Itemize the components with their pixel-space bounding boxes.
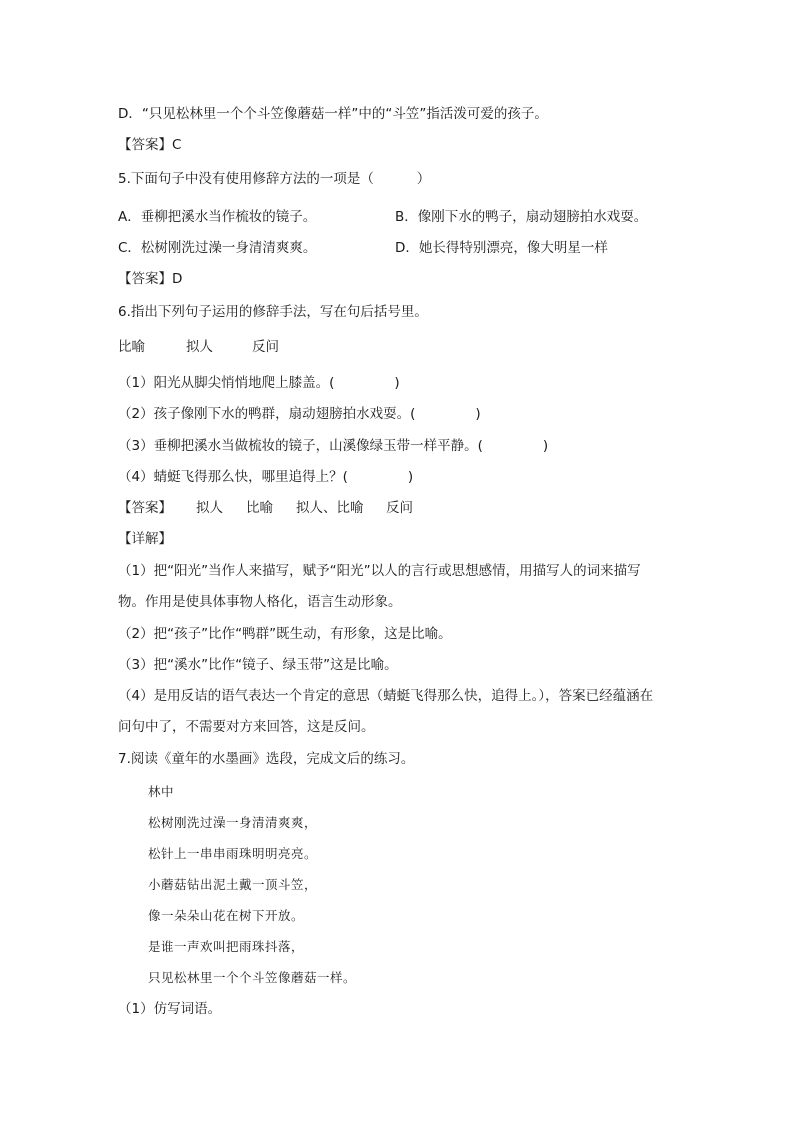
poem-line: 只见松林里一个个斗笠像蘑菇一样。 (148, 970, 357, 985)
q6-detail-line: （3）把“溪水”比作“镜子、绿玉带”这是比喻。 (118, 657, 398, 673)
poem-line: 松针上一串串雨珠明明亮亮。 (148, 846, 318, 861)
q6-item-4: （4）蜻蜓飞得那么快，哪里追得上？( ) (118, 469, 414, 485)
q5-option-c: C．松树刚洗过澡一身清清爽爽。 (118, 240, 317, 256)
q6-answer-label: 【答案】 (118, 500, 172, 516)
q6-answer-1: 拟人 (196, 500, 223, 516)
q6-stem: 6.指出下列句子运用的修辞手法，写在句后括号里。 (118, 304, 428, 320)
q5-option-a: A．垂柳把溪水当作梳妆的镜子。 (118, 209, 317, 225)
q6-answer-3: 拟人、比喻 (296, 500, 364, 516)
q6-detail-line: 物。作用是使具体事物人格化，语言生动形象。 (118, 594, 402, 610)
q6-detail-line: （1）把“阳光”当作人来描写，赋予“阳光”以人的言行或思想感情，用描写人的词来描写 (118, 563, 641, 579)
q6-answer-4: 反问 (386, 500, 413, 516)
q6-word-bank-1: 比喻 (118, 339, 145, 355)
poem-line: 像一朵朵山花在树下开放。 (148, 908, 305, 923)
q6-detail-line: （2）把“孩子”比作“鸭群”既生动，有形象，这是比喻。 (118, 626, 452, 642)
q6-detail-line: （4）是用反诘的语气表达一个肯定的意思（蜻蜓飞得那么快，追得上。），答案已经蕴涵在 (118, 688, 654, 704)
q6-word-bank-3: 反问 (252, 339, 279, 355)
q6-word-bank-2: 拟人 (186, 339, 213, 355)
q7-stem: 7.阅读《童年的水墨画》选段，完成文后的练习。 (118, 751, 415, 767)
q6-detail-line: 问句中了，不需要对方来回答，这是反问。 (118, 719, 375, 735)
q6-answer-2: 比喻 (246, 500, 273, 516)
q6-item-3: （3）垂柳把溪水当做梳妆的镜子，山溪像绿玉带一样平静。( ) (118, 438, 549, 454)
poem-line: 是谁一声欢叫把雨珠抖落， (148, 939, 305, 954)
q4-answer: 【答案】C (118, 137, 182, 153)
q4-option-d: D．“只见松林里一个个斗笠像蘑菇一样”中的“斗笠”指活泼可爱的孩子。 (118, 106, 548, 122)
q5-option-d: D．她长得特别漂亮，像大明星一样 (395, 240, 608, 256)
q5-answer: 【答案】D (118, 271, 183, 287)
q6-detail-label: 【详解】 (118, 531, 172, 547)
q5-option-b: B．像刚下水的鸭子，扇动翅膀拍水戏耍。 (395, 209, 648, 225)
poem-line: 小蘑菇钻出泥土戴一顶斗笠， (148, 877, 318, 892)
poem-line: 松树刚洗过澡一身清清爽爽， (148, 815, 318, 830)
q7-sub1: （1）仿写词语。 (118, 1001, 222, 1017)
poem-title: 林中 (148, 784, 175, 799)
q5-stem: 5.下面句子中没有使用修辞方法的一项是（ ） (118, 171, 431, 187)
q6-item-1: （1）阳光从脚尖悄悄地爬上膝盖。( ) (118, 375, 400, 391)
q6-item-2: （2）孩子像刚下水的鸭群，扇动翅膀拍水戏耍。( ) (118, 406, 481, 422)
